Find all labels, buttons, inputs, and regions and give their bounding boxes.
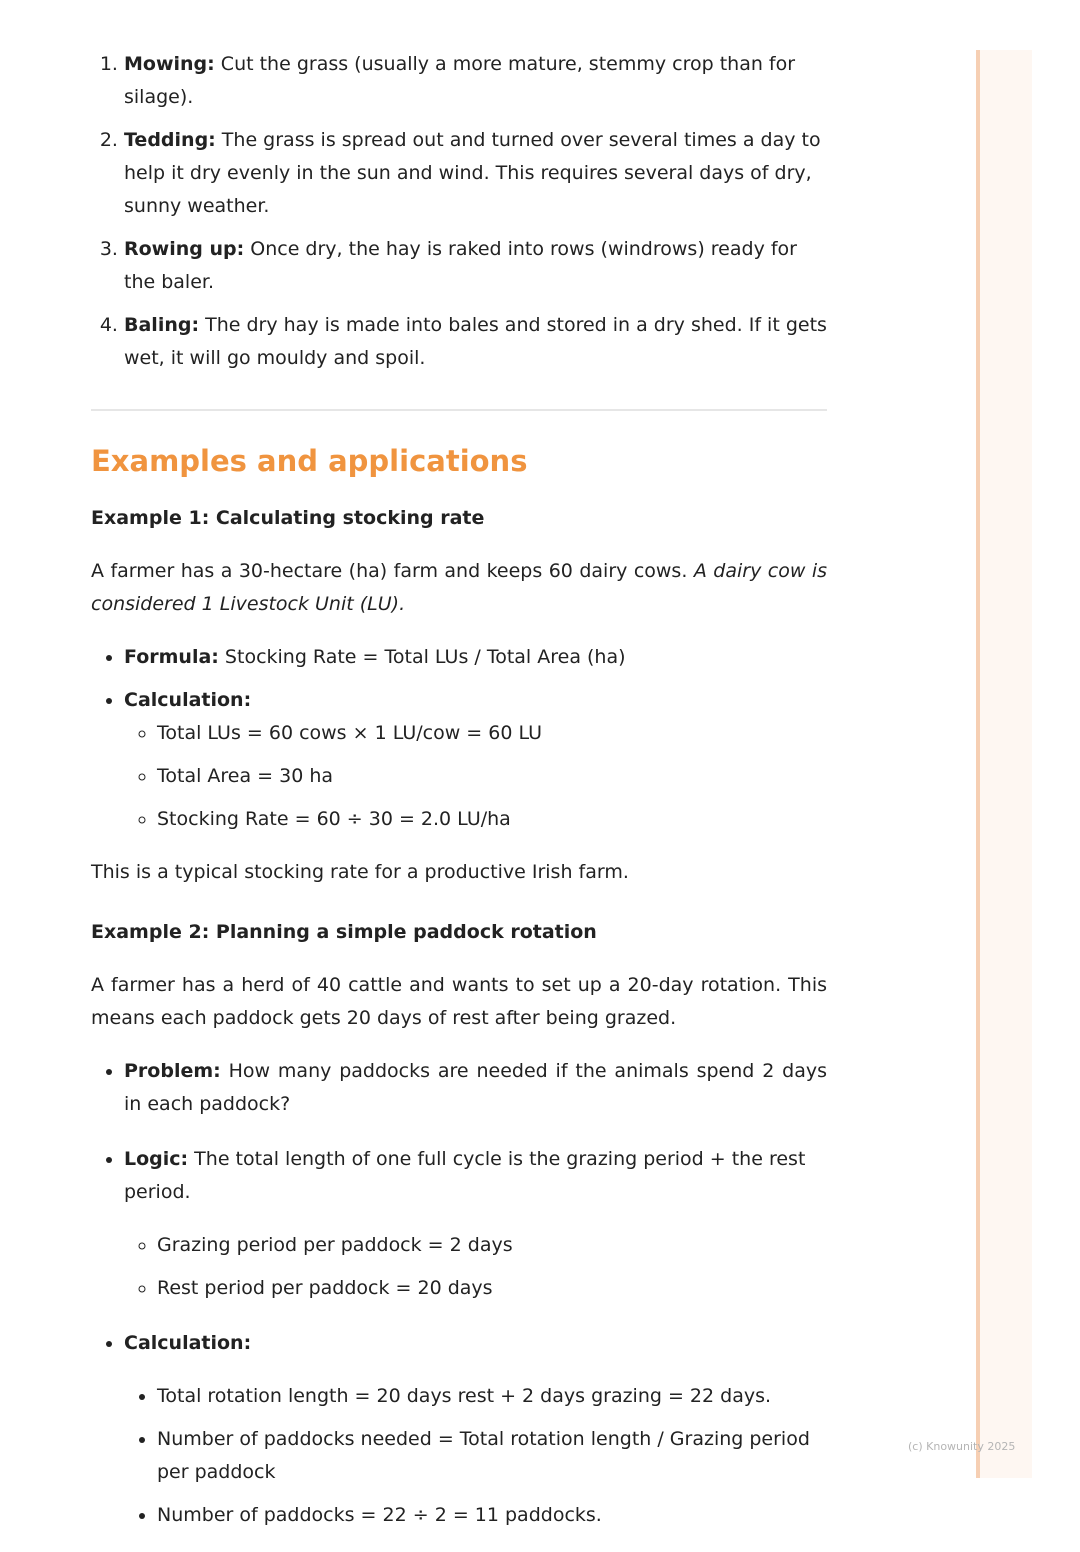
list-item (124, 1327, 827, 1532)
step-term: Mowing: (124, 53, 215, 75)
list-item (124, 641, 827, 674)
step-term: Tedding: (124, 129, 216, 151)
list-item: ◦ Rest period per paddock = 20 days (157, 1272, 827, 1305)
section-title: Examples and applications (91, 444, 528, 478)
step-text: The dry hay is made into bales and stored in a dry shed. If it gets wet, it will go mouldy and spoil. (124, 314, 827, 369)
list-item: ◦ Total Area = 30 ha (157, 760, 827, 793)
list-item: ◦ Stocking Rate = 60 ÷ 30 = 2.0 LU/ha (157, 803, 827, 836)
list-item (124, 1143, 827, 1305)
list-item: • Total rotation length = 20 days rest + 2 days grazing = 22 days. (157, 1380, 827, 1413)
list-item: • Number of paddocks = 22 ÷ 2 = 11 paddocks. (157, 1499, 827, 1532)
side-panel (976, 50, 1032, 1478)
logic-label: Logic: (124, 1148, 189, 1170)
problem-text: How many paddocks are needed if the animals spend 2 days in each paddock? (124, 1060, 827, 1115)
intro-note: A dairy cow is considered 1 Livestock Unit (LU). (91, 560, 827, 615)
problem-label: Problem: (124, 1060, 221, 1082)
example-1-title: Example 1: Calculating stocking rate (91, 507, 485, 529)
logic-text: The total length of one full cycle is the grazing period + the rest period. (124, 1148, 806, 1203)
side-accent-line (976, 50, 980, 1478)
step-text: Cut the grass (usually a more mature, stemmy crop than for silage). (124, 53, 796, 108)
logic-steps (124, 1229, 827, 1305)
intro-text: A farmer has a 30-hectare (ha) farm and keeps 60 dairy cows. (91, 560, 694, 582)
step-term: Baling: (124, 314, 200, 336)
list-item (124, 684, 827, 836)
section-divider (91, 409, 827, 411)
example-2-bullets (91, 1055, 827, 1532)
step-text: Once dry, the hay is raked into rows (windrows) ready for the baler. (124, 238, 797, 293)
list-item: • Number of paddocks needed = Total rotation length / Grazing period per paddock (157, 1423, 827, 1489)
step-term: Rowing up: (124, 238, 245, 260)
list-item: ◦ Total LUs = 60 cows × 1 LU/cow = 60 LU (157, 717, 827, 750)
list-item (124, 48, 827, 114)
document-content (91, 48, 827, 1552)
list-item: ◦ Grazing period per paddock = 2 days (157, 1229, 827, 1262)
example-1-bullets (91, 641, 827, 836)
example-2-intro: A farmer has a herd of 40 cattle and wants to set up a 20-day rotation. This means each paddock gets 20 days of rest after being grazed. (91, 974, 827, 1029)
list-item (124, 1055, 827, 1121)
list-item (124, 233, 827, 299)
calculation-label: Calculation: (124, 689, 252, 711)
hay-making-steps (91, 48, 827, 375)
calculation-steps (124, 1380, 827, 1532)
list-item (124, 309, 827, 375)
formula-label: Formula: (124, 646, 219, 668)
calculation-steps (124, 717, 827, 836)
calculation-label: Calculation: (124, 1332, 252, 1354)
example-1-intro (91, 555, 827, 621)
step-text: The grass is spread out and turned over several times a day to help it dry evenly in the sun and wind. This requires several days of dry, sunny weather. (124, 129, 821, 217)
list-item (124, 124, 827, 223)
example-1-conclusion: This is a typical stocking rate for a productive Irish farm. (91, 861, 629, 883)
copyright-footer: (c) Knowunity 2025 (908, 1440, 1016, 1453)
formula-text: Stocking Rate = Total LUs / Total Area (ha) (218, 646, 626, 668)
example-2-title: Example 2: Planning a simple paddock rotation (91, 921, 597, 943)
